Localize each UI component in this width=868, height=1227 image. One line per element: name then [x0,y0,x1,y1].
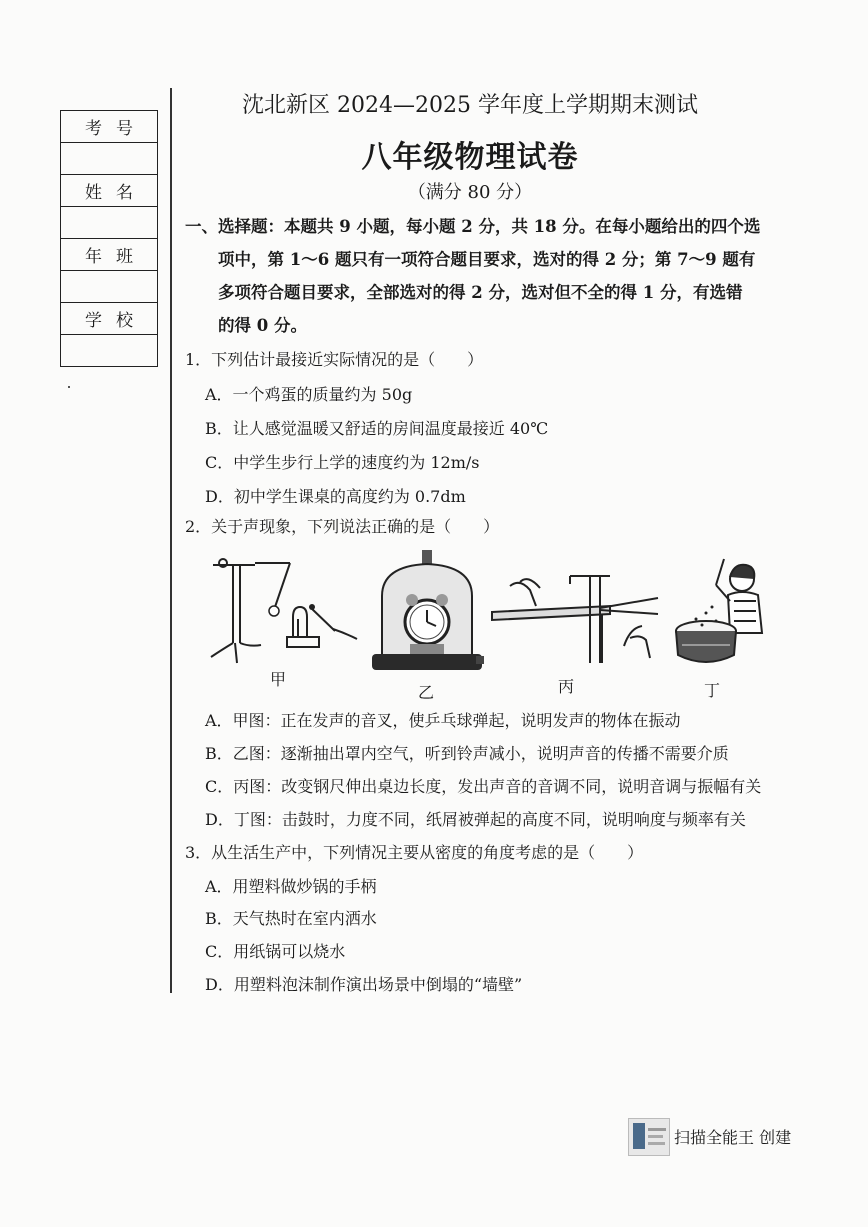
figure-jia-caption: 甲 [270,670,287,689]
question-2-option-a[interactable]: A．甲图：正在发声的音叉，使乒乓球弹起，说明发声的物体在振动 [205,711,681,730]
full-score: （满分 80 分） [407,182,533,203]
question-2-stem: 2．关于声现象，下列说法正确的是（ ） [185,517,500,536]
school-field[interactable] [61,335,158,367]
instruction-line: 项中，第 1～6 题只有一项符合题目要求，选对的得 2 分；第 7～9 题有 [218,250,756,269]
figure-yi-caption: 乙 [418,683,435,702]
exam-number-label: 考号 [61,111,158,143]
scanner-logo-icon [628,1118,670,1156]
exam-title: 八年级物理试卷 [361,140,579,175]
figure-bing-steel-ruler [490,568,665,668]
instruction-line: 多项符合题目要求，全部选对的得 2 分，选对但不全的得 1 分，有选错 [218,283,743,302]
question-1-option-c[interactable]: C．中学生步行上学的速度约为 12m/s [205,453,480,472]
figure-jia-tuning-fork [205,545,365,675]
question-3-stem: 3．从生活生产中，下列情况主要从密度的角度考虑的是（ ） [185,843,644,862]
figure-yi-bell-jar [370,548,485,678]
name-field[interactable] [61,207,158,239]
binding-line [170,88,172,993]
question-3-option-a[interactable]: A．用塑料做炒锅的手柄 [205,877,377,896]
question-1-option-d[interactable]: D．初中学生课桌的高度约为 0.7dm [205,487,466,506]
class-field[interactable] [61,271,158,303]
scan-speck [68,386,70,388]
figure-ding-caption: 丁 [704,681,721,700]
question-3-option-b[interactable]: B．天气热时在室内洒水 [205,909,377,928]
class-label: 年班 [61,239,158,271]
instruction-line: 一、选择题：本题共 9 小题，每小题 2 分，共 18 分。在每小题给出的四个选 [185,217,761,236]
section-instructions [185,210,760,342]
instruction-line: 的得 0 分。 [218,316,307,335]
question-3-option-d[interactable]: D．用塑料泡沫制作演出场景中倒塌的“墙壁” [205,975,523,994]
name-label: 姓名 [61,175,158,207]
question-1-option-b[interactable]: B．让人感觉温暖又舒适的房间温度最接近 40℃ [205,419,549,438]
question-2-option-c[interactable]: C．丙图：改变钢尺伸出桌边长度，发出声音的音调不同，说明音调与振幅有关 [205,777,762,796]
scanner-watermark-text: 扫描全能王 创建 [674,1128,792,1147]
student-info-table [60,110,158,367]
figure-bing-caption: 丙 [558,677,575,696]
question-1-stem: 1．下列估计最接近实际情况的是（ ） [185,350,484,369]
question-2-option-d[interactable]: D．丁图：击鼓时，力度不同，纸屑被弹起的高度不同，说明响度与频率有关 [205,810,746,829]
exam-district-title: 沈北新区 2024—2025 学年度上学期期末测试 [242,93,698,118]
question-1-option-a[interactable]: A．一个鸡蛋的质量约为 50g [205,385,413,404]
school-label: 学校 [61,303,158,335]
exam-number-field[interactable] [61,143,158,175]
question-2-option-b[interactable]: B．乙图：逐渐抽出罩内空气，听到铃声减小，说明声音的传播不需要介质 [205,744,729,763]
figure-ding-drum [672,555,772,675]
question-3-option-c[interactable]: C．用纸锅可以烧水 [205,942,346,961]
